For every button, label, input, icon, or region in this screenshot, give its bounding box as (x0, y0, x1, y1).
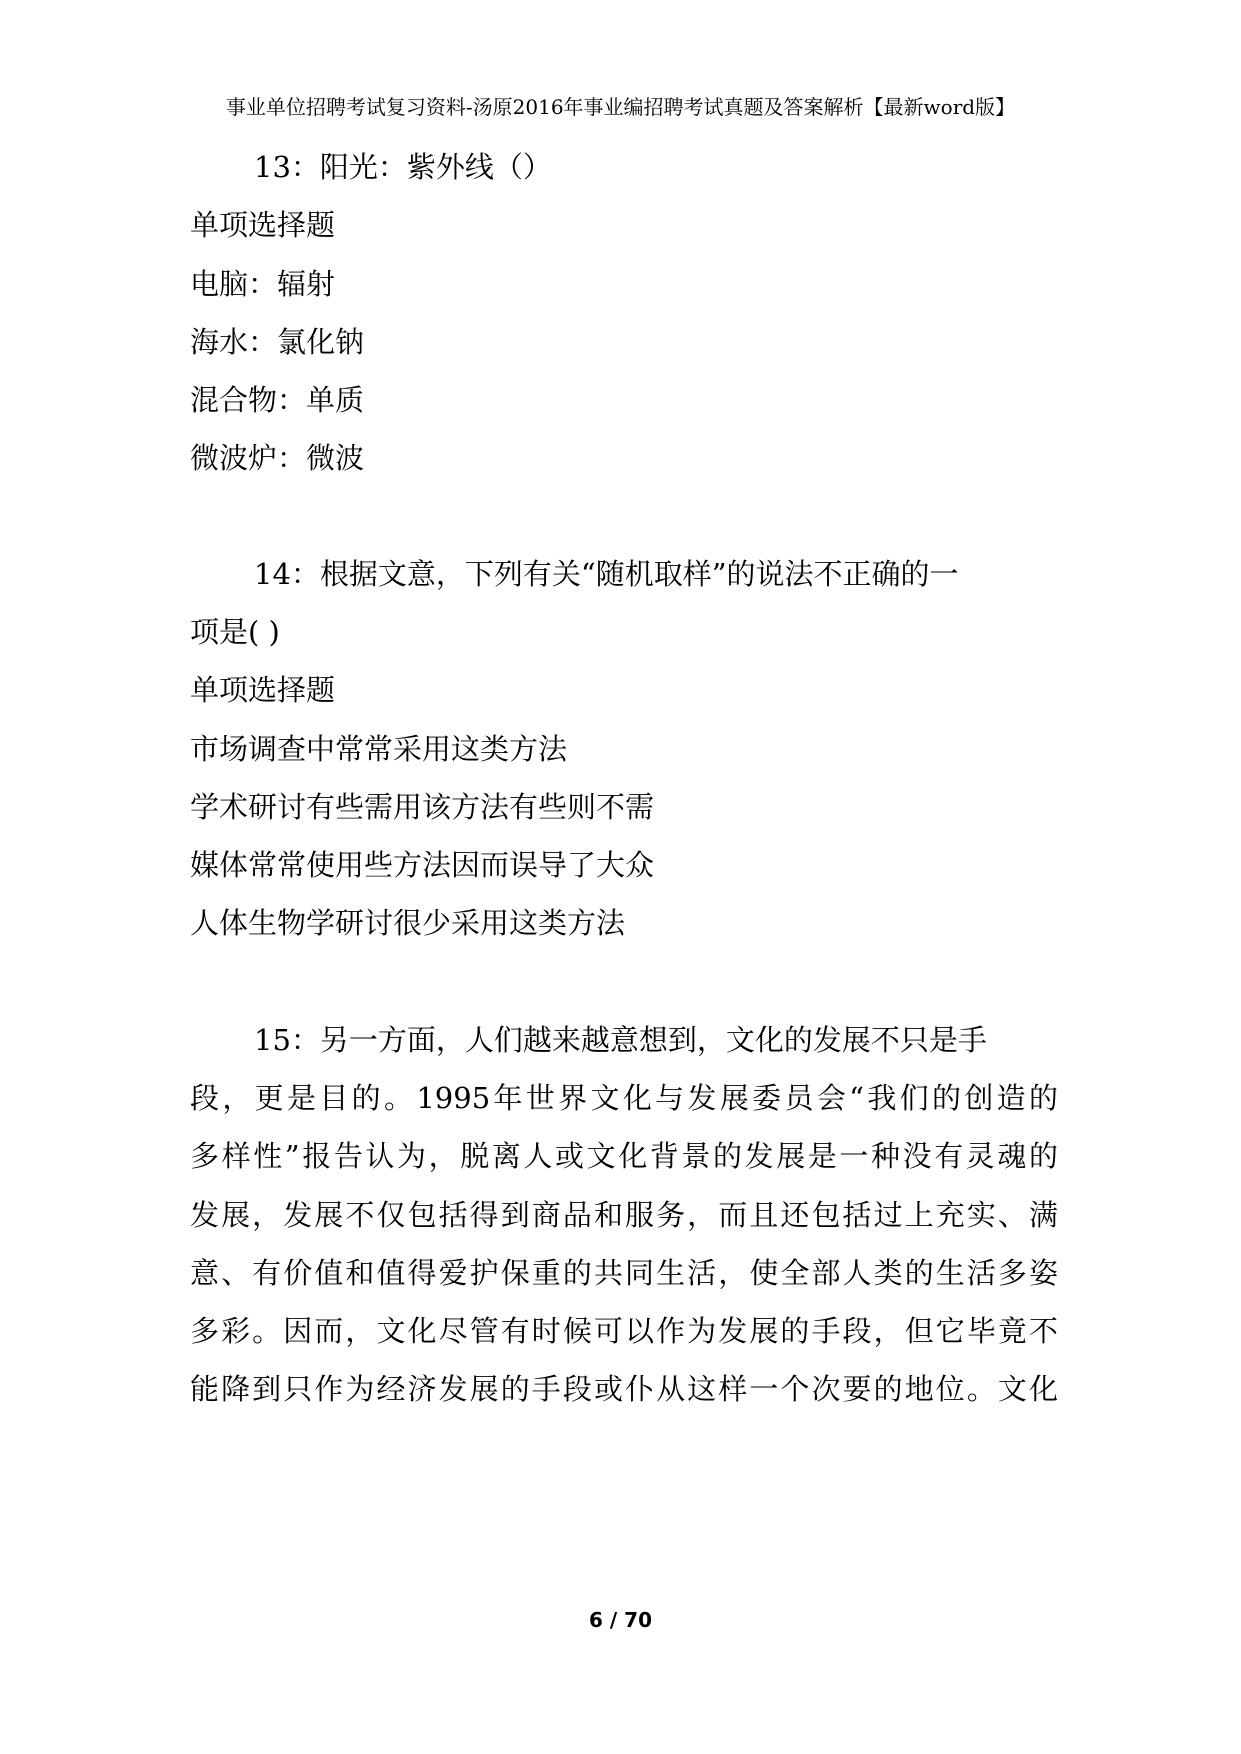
question-15-text-line-1: 15：另一方面，人们越来越意想到，文化的发展不只是手 (254, 1023, 987, 1057)
question-13-option-1: 电脑：辐射 (190, 267, 336, 301)
question-15-text-line-5: 意、有价值和值得爱护保重的共同生活，使全部人类的生活多姿 (190, 1256, 1058, 1290)
question-15-text-line-6: 多彩。因而，文化尽管有时候可以作为发展的手段，但它毕竟不 (190, 1314, 1058, 1348)
question-13-option-3: 混合物：单质 (190, 383, 365, 417)
page-number: 6 / 70 (589, 1608, 652, 1632)
document-header (0, 92, 1241, 122)
question-13-option-2: 海水：氯化钠 (190, 325, 365, 359)
question-15-text-line-4: 发展，发展不仅包括得到商品和服务，而且还包括过上充实、满 (190, 1198, 1058, 1232)
question-14-option-1: 市场调查中常常采用这类方法 (190, 732, 568, 766)
question-15-text-line-3: 多样性”报告认为，脱离人或文化背景的发展是一种没有灵魂的 (190, 1139, 1058, 1173)
question-14-text-line-2: 项是( ) (190, 615, 280, 649)
question-13-type: 单项选择题 (190, 208, 336, 242)
question-14-text-line-1: 14：根据文意，下列有关“随机取样”的说法不正确的一 (254, 557, 959, 591)
question-15-text-line-7: 能降到只作为经济发展的手段或仆从这样一个次要的地位。文化 (190, 1372, 1058, 1406)
question-13-option-4: 微波炉：微波 (190, 441, 365, 475)
question-14-option-3: 媒体常常使用些方法因而误导了大众 (190, 848, 655, 882)
question-14-option-4: 人体生物学研讨很少采用这类方法 (190, 906, 626, 940)
question-13-text: 13：阳光：紫外线（） (254, 150, 552, 184)
question-15-text-line-2: 段，更是目的。1995年世界文化与发展委员会“我们的创造的 (190, 1081, 1058, 1115)
header-title: 事业单位招聘考试复习资料-汤原2016年事业编招聘考试真题及答案解析【最新word版】 (225, 95, 1016, 119)
question-14-type: 单项选择题 (190, 673, 336, 707)
question-14-option-2: 学术研讨有些需用该方法有些则不需 (190, 790, 655, 824)
